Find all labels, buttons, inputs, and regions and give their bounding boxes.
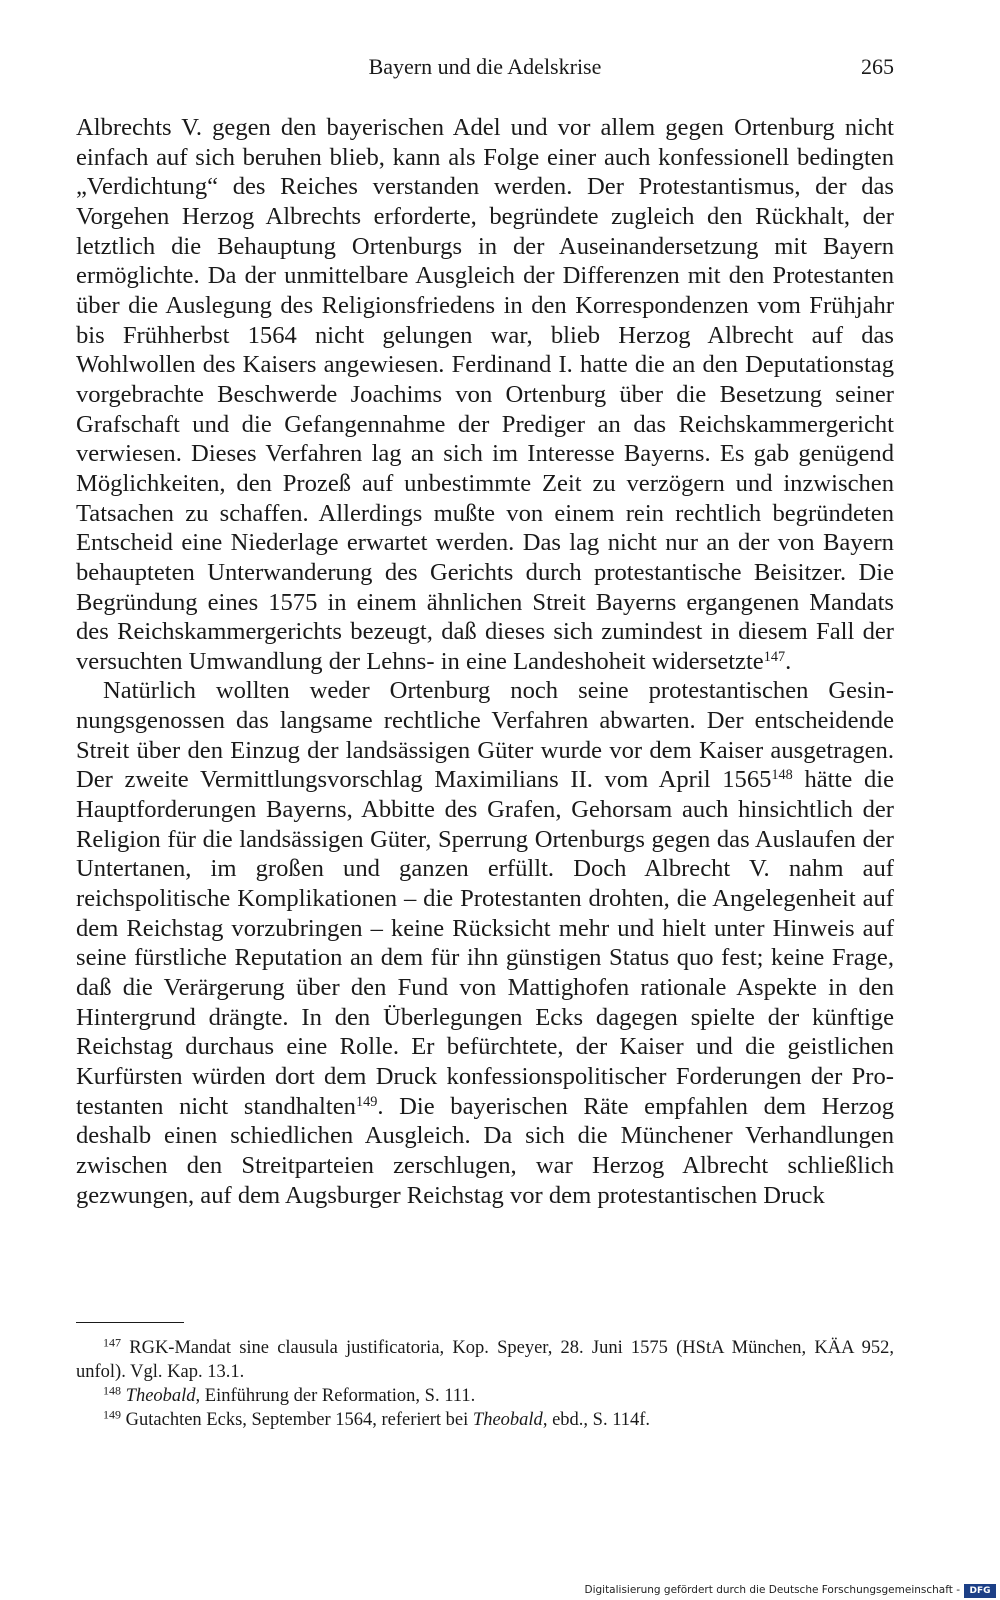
- running-header: [76, 54, 894, 84]
- text-line: derlage erwartet werden. Das lag nicht nur an der von Bayern behaupteten: [76, 529, 894, 586]
- text-line: Unterwanderung des Gerichts durch protestantische Beisitzer. Die Begrün: [76, 558, 894, 616]
- text-line: . Die bayerischen Räte empfahlen dem Herzog: [377, 1092, 895, 1120]
- text-line: nicht einfach auf sich beruhen blieb, kann als Folge einer auch konfessionell: [76, 114, 894, 171]
- footnote-text: RGK-Mandat sine clausula justificatoria, Kop. Speyer, 28. Juni 1575 (HStA München, KÄA 952, unfol). Vgl. Kap. 13.1.: [76, 1338, 894, 1382]
- text-line: dende Streit über den Einzug der landsässigen Güter wurde vor dem Kaiser: [76, 707, 894, 764]
- text-line: zwischen den Streitparteien zerschlugen, war Herzog Albrecht schließlich: [76, 1151, 894, 1179]
- text-line: Korrespondenzen vom Frühjahr bis Frühherbst 1564 nicht gelungen war,: [76, 291, 895, 349]
- text-line: setzung mit Bayern ermöglichte. Da der unmittelbare Ausgleich der Diffe: [76, 232, 894, 290]
- text-line: ausgetragen. Der zweite Vermittlungsvorschlag Maximilians II. vom April: [76, 736, 894, 794]
- footnote-author: Theobald: [472, 1410, 543, 1430]
- footnote-ref-149[interactable]: 149: [355, 1093, 378, 1110]
- text-line: an dem für ihn günstigen Status quo fest; keine Frage, daß die Verärgerung: [76, 944, 894, 1002]
- text-line: gezwungen, auf dem Augsburger Reichstag vor dem protestantischen Druck: [76, 1181, 825, 1209]
- text-line: nahme der Prediger an das Reichskammergericht verwiesen. Dieses Verfahren: [76, 410, 894, 468]
- text-line: nand I. hatte die an den Deputationstag vorgebrachte Beschwerde Joachims: [76, 351, 894, 408]
- text-line: auch hinsichtlich der Religion für die landsässigen Güter, Sperrung Orten: [76, 796, 894, 853]
- text-line: bedingten „Verdichtung“ des Reiches verstanden werden. Der Protestantis: [76, 143, 894, 201]
- text-line: Albrechts V. gegen den bayerischen Adel und vor allem gegen Ortenburg: [76, 114, 845, 141]
- footnote-separator: [76, 1322, 184, 1323]
- footnote-ref-147[interactable]: 147: [763, 648, 786, 665]
- page-number: 265: [861, 54, 894, 79]
- text-line: auf unbestimmte Zeit zu verzögern und inzwischen Tatsachen zu schaffen.: [76, 469, 894, 527]
- dfg-logo: DFG: [964, 1584, 996, 1598]
- footnote-148: [76, 1384, 894, 1408]
- text-line: von Ortenburg über die Besetzung seiner Grafschaft und die Gefangen: [76, 380, 894, 438]
- text-line: nungsgenossen das langsame rechtliche Verfahren abwarten. Der entschei: [76, 707, 836, 735]
- text-line: dung eines 1575 in einem ähnlichen Streit Bayerns ergangenen Mandats des: [76, 588, 894, 646]
- paragraph-1: [76, 113, 894, 676]
- text-line: hätte die Hauptforderungen Bayerns, Abbitte des Grafen, Gehorsam: [76, 766, 894, 824]
- text-line: Doch Albrecht V. nahm auf reichspolitische Komplikationen – die Prote: [76, 855, 894, 913]
- footnotes: [76, 1336, 894, 1432]
- text-line: mus, der das Vorgehen Herzog Albrechts erforderte, begründete zugleich: [76, 173, 894, 230]
- text-line: über den Fund von Mattighofen rationale Aspekte in den Hintergrund: [76, 974, 894, 1031]
- text-line: sten würden dort dem Druck konfessionspolitischer Forderungen der Pro: [142, 1063, 894, 1090]
- footnote-number: 148: [103, 1383, 122, 1398]
- text-line: blieb Herzog Albrecht auf das Wohlwollen des Kaisers angewiesen. Ferdi: [76, 321, 894, 379]
- main-text: [76, 113, 894, 1210]
- text-line: versuchten Umwandlung der Lehns- in eine Landeshoheit widersetzte: [76, 647, 764, 675]
- footnote-text-before: Gutachten Ecks, September 1564, referiert bei: [125, 1410, 473, 1430]
- text-line: lag an sich im Interesse Bayerns. Es gab genügend Möglichkeiten, den Prozeß: [76, 440, 894, 497]
- footnote-author: Theobald: [125, 1386, 196, 1406]
- text-line: durchaus eine Rolle. Er befürchtete, der Kaiser und die geistlichen Kurfür: [76, 1033, 894, 1090]
- digitization-credit: Digitalisierung gefördert durch die Deutsche Forschungsgemeinschaft -: [584, 1584, 960, 1596]
- footnote-147: [76, 1336, 894, 1384]
- text-line: renzen mit den Protestanten über die Auslegung des Religionsfriedens in den: [76, 262, 895, 319]
- text-line: Allerdings mußte von einem rein rechtlich begründeten Entscheid eine Nie: [76, 499, 894, 557]
- paragraph-2: [76, 676, 894, 1210]
- footnote-text: , ebd., S. 114f.: [542, 1410, 651, 1430]
- text-line: Rücksicht mehr und hielt unter Hinweis auf seine fürstliche Reputation: [76, 914, 895, 972]
- text-line: Natürlich wollten weder Ortenburg noch seine protestantischen Gesin: [103, 677, 894, 705]
- text-line: .: [785, 647, 792, 675]
- footnote-ref-148[interactable]: 148: [771, 767, 793, 784]
- text-line: stanten drohten, die Angelegenheit auf dem Reichstag vorzubringen – keine: [76, 885, 894, 942]
- footnote-number: 147: [103, 1335, 122, 1350]
- text-line: drängte. In den Überlegungen Ecks dagegen spielte der künftige Reichstag: [76, 1003, 894, 1061]
- text-line: Reichskammergerichts bezeugt, daß dieses sich zumindest in diesem Fall der: [117, 618, 894, 646]
- text-line: 1565: [722, 766, 772, 794]
- text-line: testanten nicht standhalten: [76, 1092, 356, 1120]
- text-line: deshalb einen schiedlichen Ausgleich. Da sich die Münchener Verhandlungen: [76, 1122, 894, 1150]
- footnote-149: [76, 1408, 894, 1432]
- footnote-text: , Einführung der Reformation, S. 111.: [195, 1386, 476, 1406]
- running-title: Bayern und die Adelskrise: [368, 54, 602, 79]
- text-line: den Rückhalt, der letztlich die Behauptung Ortenburgs in der Auseinander: [76, 202, 894, 260]
- text-line: burgs gegen das Auslaufen der Untertanen, im großen und ganzen erfüllt.: [76, 825, 894, 883]
- footnote-number: 149: [103, 1407, 122, 1422]
